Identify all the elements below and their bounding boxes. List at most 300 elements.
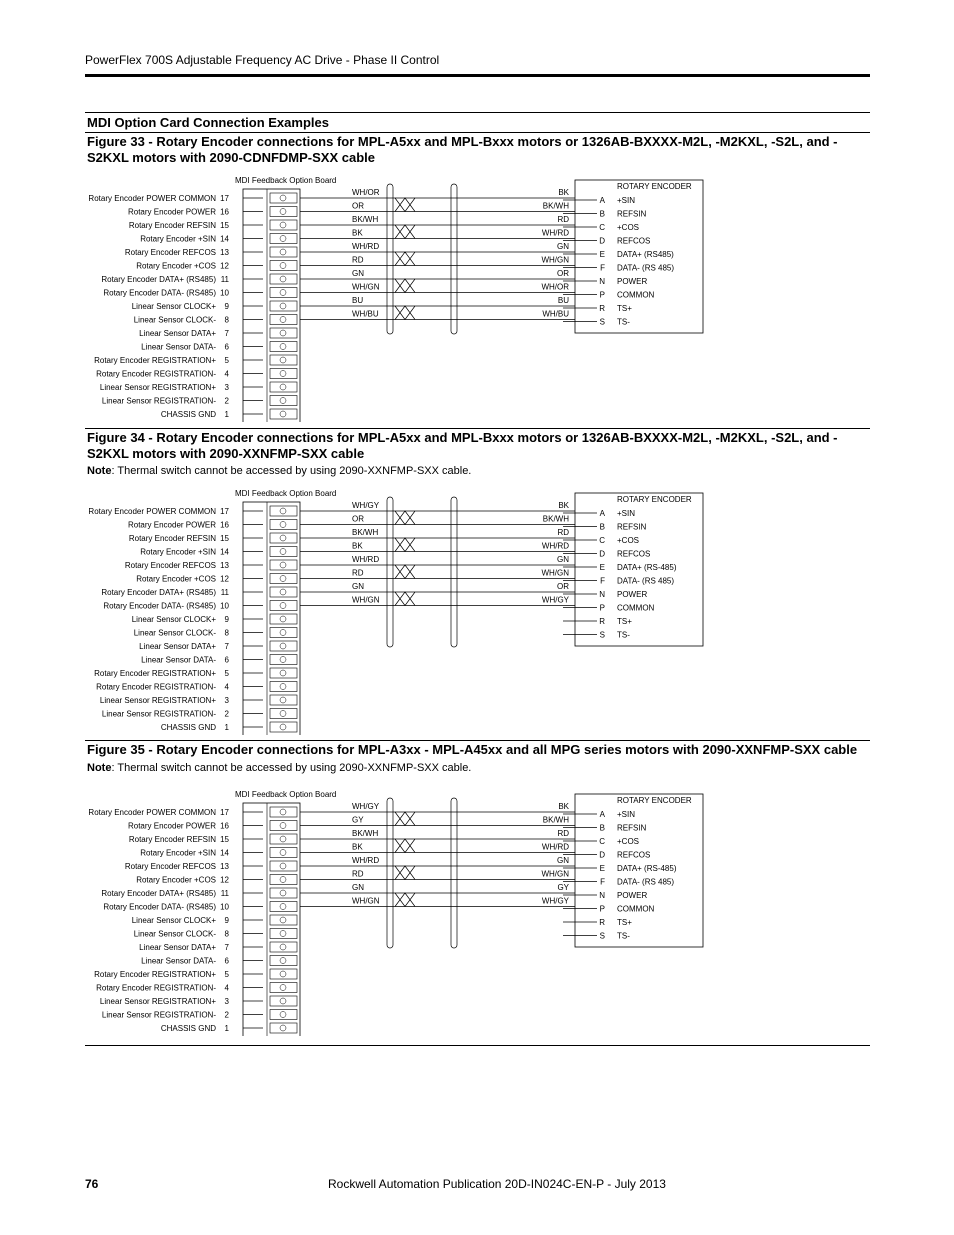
encoder-pin-signal: DATA+ (RS-485)	[617, 864, 677, 873]
terminal-label: Rotary Encoder POWER COMMON	[88, 194, 216, 203]
wire-color-left: WH/GY	[352, 501, 380, 510]
encoder-pin-signal: REFSIN	[617, 522, 647, 532]
encoder-pin-letter: C	[599, 837, 605, 846]
terminal-screw	[270, 641, 297, 651]
terminal-label: Linear Sensor CLOCK+	[131, 615, 216, 624]
terminal-screw-head	[280, 809, 286, 815]
terminal-screw-head	[280, 850, 286, 856]
terminal-screw-head	[280, 589, 286, 595]
terminal-number: 9	[224, 916, 229, 925]
wire-color-right: WH/GN	[541, 869, 569, 879]
encoder-pin-signal: DATA- (RS 485)	[617, 877, 675, 887]
terminal-label: Linear Sensor DATA+	[139, 943, 216, 952]
terminal-screw-head	[280, 985, 286, 991]
terminal-number: 5	[224, 669, 229, 678]
terminal-screw	[270, 342, 297, 352]
terminal-screw	[270, 315, 297, 325]
wire-color-right: OR	[557, 582, 569, 591]
terminal-number: 3	[224, 997, 229, 1006]
encoder-pin-signal: +SIN	[617, 509, 636, 518]
terminal-screw-head	[280, 508, 286, 514]
terminal-number: 12	[220, 574, 229, 584]
encoder-pin-letter: A	[599, 196, 605, 205]
terminal-screw	[270, 668, 297, 678]
terminal-screw	[270, 587, 297, 597]
wire-color-left: BK	[352, 842, 363, 852]
wire-color-right: BK	[558, 802, 569, 811]
terminal-label: CHASSIS GND	[160, 1024, 216, 1033]
terminal-label: Linear Sensor DATA+	[139, 329, 216, 338]
wire-color-left: BK	[352, 228, 363, 238]
note-text: : Thermal switch cannot be accessed by using 2090-XXNFMP-SXX cable.	[111, 762, 472, 774]
terminal-number: 14	[220, 848, 229, 858]
wire-color-left: WH/RD	[352, 856, 380, 865]
terminal-screw	[270, 193, 297, 203]
terminal-screw	[270, 655, 297, 665]
terminal-label: Rotary Encoder REFSIN	[128, 221, 216, 230]
terminal-label: Rotary Encoder +SIN	[140, 848, 216, 858]
terminal-screw-head	[280, 998, 286, 1004]
encoder-pin-letter: D	[599, 549, 605, 559]
encoder-pin-signal: TS+	[617, 617, 632, 626]
wire-color-right: BK/WH	[542, 815, 569, 825]
terminal-number: 1	[224, 723, 229, 732]
twisted-pair	[395, 252, 415, 266]
encoder-pin-letter: E	[599, 864, 605, 873]
terminal-number: 11	[220, 275, 229, 284]
terminal-number: 7	[224, 329, 229, 338]
twisted-pair	[395, 198, 415, 212]
wire-color-left: WH/RD	[352, 555, 380, 564]
terminal-label: Rotary Encoder REGISTRATION-	[96, 682, 216, 692]
terminal-label: Rotary Encoder REFCOS	[124, 561, 216, 570]
terminal-number: 14	[220, 547, 229, 557]
terminal-screw-head	[280, 724, 286, 730]
encoder-pin-signal: COMMON	[617, 904, 655, 914]
encoder-pin-signal: TS-	[617, 317, 630, 327]
terminal-number: 3	[224, 696, 229, 705]
wire-color-left: WH/GN	[352, 595, 380, 605]
figure-35-note	[87, 762, 471, 774]
wire-color-left: GN	[352, 582, 364, 591]
section-title: MDI Option Card Connection Examples	[87, 115, 329, 130]
terminal-screw-head	[280, 944, 286, 950]
terminal-label: Rotary Encoder REGISTRATION-	[96, 369, 216, 379]
terminal-label: Rotary Encoder DATA+ (RS485)	[101, 275, 216, 284]
encoder-pin-signal: REFCOS	[617, 236, 651, 246]
wire-color-left: GN	[352, 883, 364, 892]
terminal-label: Rotary Encoder +COS	[136, 261, 216, 271]
encoder-pin-letter: R	[599, 918, 605, 927]
terminal-label: Linear Sensor REGISTRATION-	[101, 396, 216, 406]
encoder-pin-signal: TS+	[617, 918, 632, 927]
wiring-diagram-svg	[85, 172, 870, 422]
terminal-screw	[270, 409, 297, 419]
terminal-number: 16	[220, 821, 229, 831]
terminal-screw	[270, 709, 297, 719]
figure-end-rule	[85, 1045, 870, 1046]
terminal-label: Rotary Encoder POWER	[127, 520, 216, 530]
terminal-number: 15	[220, 835, 229, 844]
terminal-label: Rotary Encoder REGISTRATION-	[96, 983, 216, 993]
terminal-number: 16	[220, 520, 229, 530]
terminal-number: 12	[220, 261, 229, 271]
wire-color-right: WH/RD	[541, 541, 569, 551]
terminal-screw	[270, 574, 297, 584]
wire-color-right: WH/BU	[542, 309, 569, 319]
wire-color-right: GN	[557, 856, 569, 865]
terminal-label: Linear Sensor CLOCK-	[133, 929, 216, 939]
terminal-screw-head	[280, 670, 286, 676]
encoder-pin-signal: DATA- (RS 485)	[617, 263, 675, 273]
terminal-screw-head	[280, 330, 286, 336]
terminal-label: Rotary Encoder REFSIN	[128, 835, 216, 844]
terminal-number: 2	[224, 396, 229, 406]
cable-shield-left	[387, 497, 393, 647]
terminal-label: Rotary Encoder +COS	[136, 574, 216, 584]
terminal-label: Rotary Encoder REGISTRATION+	[94, 970, 216, 979]
encoder-pin-letter: P	[599, 904, 605, 914]
terminal-screw	[270, 234, 297, 244]
section-rule-bottom	[85, 132, 870, 133]
board-label: MDI Feedback Option Board	[235, 790, 337, 799]
encoder-pin-letter: F	[600, 263, 605, 273]
encoder-pin-letter: D	[599, 850, 605, 860]
terminal-screw-head	[280, 195, 286, 201]
terminal-label: Linear Sensor REGISTRATION-	[101, 709, 216, 719]
twisted-pair	[395, 592, 415, 606]
terminal-screw	[270, 861, 297, 871]
terminal-number: 9	[224, 302, 229, 311]
terminal-number: 5	[224, 970, 229, 979]
terminal-screw	[270, 274, 297, 284]
terminal-screw	[270, 969, 297, 979]
terminal-screw	[270, 956, 297, 966]
terminal-screw-head	[280, 971, 286, 977]
terminal-number: 9	[224, 615, 229, 624]
terminal-label: Rotary Encoder POWER	[127, 821, 216, 831]
encoder-pin-signal: COMMON	[617, 290, 655, 300]
terminal-number: 4	[224, 369, 229, 379]
cable-shield-right	[451, 798, 457, 948]
terminal-screw-head	[280, 535, 286, 541]
cable-shield-right	[451, 184, 457, 334]
terminal-screw-head	[280, 236, 286, 242]
terminal-screw-head	[280, 1025, 286, 1031]
encoder-pin-signal: REFCOS	[617, 549, 651, 559]
wire-color-left: BK/WH	[352, 528, 379, 537]
terminal-screw-head	[280, 303, 286, 309]
terminal-number: 4	[224, 682, 229, 692]
terminal-screw	[270, 506, 297, 516]
twisted-pair	[395, 538, 415, 552]
terminal-screw	[270, 848, 297, 858]
terminal-screw	[270, 888, 297, 898]
terminal-screw	[270, 533, 297, 543]
terminal-number: 1	[224, 1024, 229, 1033]
page-header-title: PowerFlex 700S Adjustable Frequency AC Drive - Phase II Control	[85, 53, 440, 67]
terminal-number: 8	[224, 929, 229, 939]
terminal-number: 5	[224, 356, 229, 365]
encoder-pin-signal: POWER	[617, 277, 648, 286]
terminal-screw-head	[280, 836, 286, 842]
terminal-number: 6	[224, 956, 229, 966]
terminal-screw-head	[280, 711, 286, 717]
twisted-pair	[395, 866, 415, 880]
terminal-label: Rotary Encoder DATA- (RS485)	[103, 288, 216, 298]
encoder-pin-signal: TS-	[617, 630, 630, 640]
wire-color-right: WH/GN	[541, 255, 569, 265]
cable-shield-right	[451, 497, 457, 647]
terminal-screw	[270, 628, 297, 638]
terminal-label: Rotary Encoder POWER COMMON	[88, 808, 216, 817]
terminal-screw	[270, 261, 297, 271]
terminal-screw-head	[280, 697, 286, 703]
terminal-screw	[270, 722, 297, 732]
encoder-pin-signal: DATA+ (RS485)	[617, 250, 674, 259]
encoder-pin-letter: C	[599, 536, 605, 545]
terminal-label: Linear Sensor CLOCK+	[131, 302, 216, 311]
wire-color-left: RD	[352, 255, 364, 265]
wire-color-right: WH/RD	[541, 228, 569, 238]
terminal-screw	[270, 328, 297, 338]
wire-color-right: WH/GY	[541, 595, 569, 605]
terminal-screw-head	[280, 823, 286, 829]
encoder-pin-letter: N	[599, 891, 605, 900]
terminal-label: CHASSIS GND	[160, 723, 216, 732]
encoder-pin-signal: TS-	[617, 931, 630, 941]
cable-shield-left	[387, 184, 393, 334]
encoder-pin-letter: B	[599, 522, 605, 532]
terminal-screw	[270, 355, 297, 365]
terminal-number: 13	[220, 561, 229, 570]
encoder-pin-signal: +COS	[617, 837, 640, 846]
terminal-screw	[270, 875, 297, 885]
terminal-screw-head	[280, 657, 286, 663]
terminal-number: 11	[220, 889, 229, 898]
encoder-pin-signal: +SIN	[617, 196, 636, 205]
wire-color-right: RD	[557, 829, 569, 838]
terminal-label: Rotary Encoder DATA- (RS485)	[103, 902, 216, 912]
terminal-label: Linear Sensor CLOCK+	[131, 916, 216, 925]
encoder-label: ROTARY ENCODER	[617, 796, 692, 805]
terminal-screw-head	[280, 357, 286, 363]
terminal-screw	[270, 382, 297, 392]
wire-color-right: BK/WH	[542, 201, 569, 211]
terminal-screw-head	[280, 317, 286, 323]
note-label: Note	[87, 465, 112, 477]
terminal-label: Rotary Encoder DATA+ (RS485)	[101, 889, 216, 898]
encoder-pin-letter: N	[599, 590, 605, 599]
terminal-label: Rotary Encoder POWER COMMON	[88, 507, 216, 516]
twisted-pair	[395, 812, 415, 826]
terminal-screw-head	[280, 344, 286, 350]
encoder-pin-signal: +COS	[617, 536, 640, 545]
wire-color-right: OR	[557, 269, 569, 278]
terminal-screw-head	[280, 522, 286, 528]
twisted-pair	[395, 225, 415, 239]
encoder-pin-signal: DATA- (RS 485)	[617, 576, 675, 586]
wire-color-left: BU	[352, 296, 364, 305]
terminal-number: 3	[224, 383, 229, 392]
terminal-screw-head	[280, 276, 286, 282]
encoder-pin-letter: R	[599, 304, 605, 313]
encoder-pin-letter: S	[599, 317, 605, 327]
terminal-screw-head	[280, 917, 286, 923]
board-label: MDI Feedback Option Board	[235, 489, 337, 498]
terminal-screw	[270, 695, 297, 705]
terminal-screw-head	[280, 630, 286, 636]
encoder-pin-letter: R	[599, 617, 605, 626]
encoder-pin-signal: REFSIN	[617, 209, 647, 219]
terminal-screw-head	[280, 958, 286, 964]
terminal-screw	[270, 682, 297, 692]
encoder-pin-signal: POWER	[617, 590, 648, 599]
terminal-number: 7	[224, 642, 229, 651]
terminal-label: Rotary Encoder REGISTRATION+	[94, 669, 216, 678]
wire-color-left: WH/GN	[352, 896, 380, 906]
terminal-screw	[270, 520, 297, 530]
wire-color-left: RD	[352, 568, 364, 578]
terminal-screw-head	[280, 890, 286, 896]
encoder-pin-signal: REFCOS	[617, 850, 651, 860]
encoder-pin-letter: E	[599, 563, 605, 572]
terminal-label: Linear Sensor DATA-	[141, 655, 216, 665]
terminal-label: Linear Sensor CLOCK-	[133, 315, 216, 325]
wire-color-right: WH/RD	[541, 842, 569, 852]
wire-color-right: GN	[557, 555, 569, 564]
terminal-number: 17	[220, 507, 229, 516]
footer-publication: Rockwell Automation Publication 20D-IN024C-EN-P - July 2013	[328, 1177, 666, 1191]
terminal-number: 11	[220, 588, 229, 597]
terminal-number: 2	[224, 1010, 229, 1020]
terminal-number: 17	[220, 194, 229, 203]
encoder-pin-letter: P	[599, 290, 605, 300]
section-rule-top	[85, 112, 870, 113]
terminal-screw	[270, 1023, 297, 1033]
terminal-label: Rotary Encoder POWER	[127, 207, 216, 217]
twisted-pair	[395, 893, 415, 907]
note-text: : Thermal switch cannot be accessed by using 2090-XXNFMP-SXX cable.	[111, 465, 472, 477]
twisted-pair	[395, 279, 415, 293]
terminal-label: Linear Sensor DATA-	[141, 342, 216, 352]
wire-color-right: GN	[557, 242, 569, 251]
terminal-screw	[270, 247, 297, 257]
wire-color-right: WH/GN	[541, 568, 569, 578]
encoder-pin-letter: P	[599, 603, 605, 613]
figure-35-rule	[85, 740, 870, 741]
encoder-pin-letter: D	[599, 236, 605, 246]
terminal-screw-head	[280, 616, 286, 622]
terminal-number: 14	[220, 234, 229, 244]
terminal-screw	[270, 560, 297, 570]
wire-color-right: BU	[557, 296, 569, 305]
terminal-number: 15	[220, 221, 229, 230]
twisted-pair	[395, 565, 415, 579]
terminal-screw	[270, 902, 297, 912]
wire-color-left: GN	[352, 269, 364, 278]
footer-page-number: 76	[85, 1177, 99, 1191]
terminal-screw-head	[280, 384, 286, 390]
encoder-pin-letter: F	[600, 576, 605, 586]
figure-33-title: Figure 33 - Rotary Encoder connections for MPL-A5xx and MPL-Bxxx motors or 1326AB-BXXXX-M2L, -M2KXL, -S2L, and -S2KXL motors with 2090-CDNFDMP-SXX cable	[87, 134, 838, 165]
terminal-screw-head	[280, 684, 286, 690]
terminal-screw	[270, 929, 297, 939]
terminal-number: 6	[224, 655, 229, 665]
terminal-label: Linear Sensor REGISTRATION+	[99, 696, 216, 705]
wire-color-right: RD	[557, 528, 569, 537]
encoder-pin-signal: COMMON	[617, 603, 655, 613]
terminal-screw	[270, 396, 297, 406]
wire-color-left: WH/GN	[352, 282, 380, 292]
encoder-pin-signal: REFSIN	[617, 823, 647, 833]
wire-color-right: BK	[558, 501, 569, 510]
wire-color-right: BK	[558, 188, 569, 197]
terminal-screw	[270, 547, 297, 557]
terminal-number: 17	[220, 808, 229, 817]
wiring-diagram-svg	[85, 485, 870, 735]
wiring-diagram-svg	[85, 786, 870, 1036]
encoder-label: ROTARY ENCODER	[617, 495, 692, 504]
terminal-label: Rotary Encoder +SIN	[140, 234, 216, 244]
wire-color-left: OR	[352, 514, 364, 524]
terminal-number: 13	[220, 248, 229, 257]
terminal-screw	[270, 207, 297, 217]
terminal-label: Linear Sensor REGISTRATION+	[99, 997, 216, 1006]
terminal-label: Rotary Encoder REGISTRATION+	[94, 356, 216, 365]
terminal-screw-head	[280, 398, 286, 404]
wire-color-left: BK/WH	[352, 215, 379, 224]
terminal-screw-head	[280, 1012, 286, 1018]
terminal-screw	[270, 614, 297, 624]
encoder-pin-signal: POWER	[617, 891, 648, 900]
terminal-label: Rotary Encoder +COS	[136, 875, 216, 885]
terminal-number: 8	[224, 628, 229, 638]
terminal-screw-head	[280, 371, 286, 377]
terminal-screw	[270, 301, 297, 311]
terminal-screw-head	[280, 209, 286, 215]
figure-34-diagram	[85, 485, 870, 735]
wire-color-right: RD	[557, 215, 569, 224]
terminal-label: Rotary Encoder DATA- (RS485)	[103, 601, 216, 611]
terminal-label: Linear Sensor CLOCK-	[133, 628, 216, 638]
encoder-pin-letter: A	[599, 810, 605, 819]
terminal-label: Linear Sensor REGISTRATION+	[99, 383, 216, 392]
wire-color-left: GY	[352, 815, 364, 825]
wire-color-left: BK	[352, 541, 363, 551]
terminal-screw-head	[280, 877, 286, 883]
terminal-number: 10	[220, 288, 229, 298]
figure-34-title: Figure 34 - Rotary Encoder connections for MPL-A5xx and MPL-Bxxx motors or 1326AB-BXXXX-M2L, -M2KXL, -S2L, and -S2KXL motors with 2090-XXNFMP-SXX cable	[87, 430, 838, 461]
encoder-pin-signal: +SIN	[617, 810, 636, 819]
terminal-number: 8	[224, 315, 229, 325]
cable-shield-left	[387, 798, 393, 948]
encoder-pin-letter: S	[599, 630, 605, 640]
terminal-label: Linear Sensor REGISTRATION-	[101, 1010, 216, 1020]
terminal-number: 7	[224, 943, 229, 952]
terminal-number: 13	[220, 862, 229, 871]
wire-color-left: WH/RD	[352, 242, 380, 251]
terminal-screw	[270, 288, 297, 298]
terminal-number: 10	[220, 902, 229, 912]
terminal-screw-head	[280, 643, 286, 649]
encoder-pin-letter: C	[599, 223, 605, 232]
terminal-label: Rotary Encoder REFCOS	[124, 862, 216, 871]
wire-color-right: BK/WH	[542, 514, 569, 524]
wire-color-left: OR	[352, 201, 364, 211]
figure-34-rule	[85, 428, 870, 429]
wire-color-left: WH/OR	[352, 188, 380, 197]
